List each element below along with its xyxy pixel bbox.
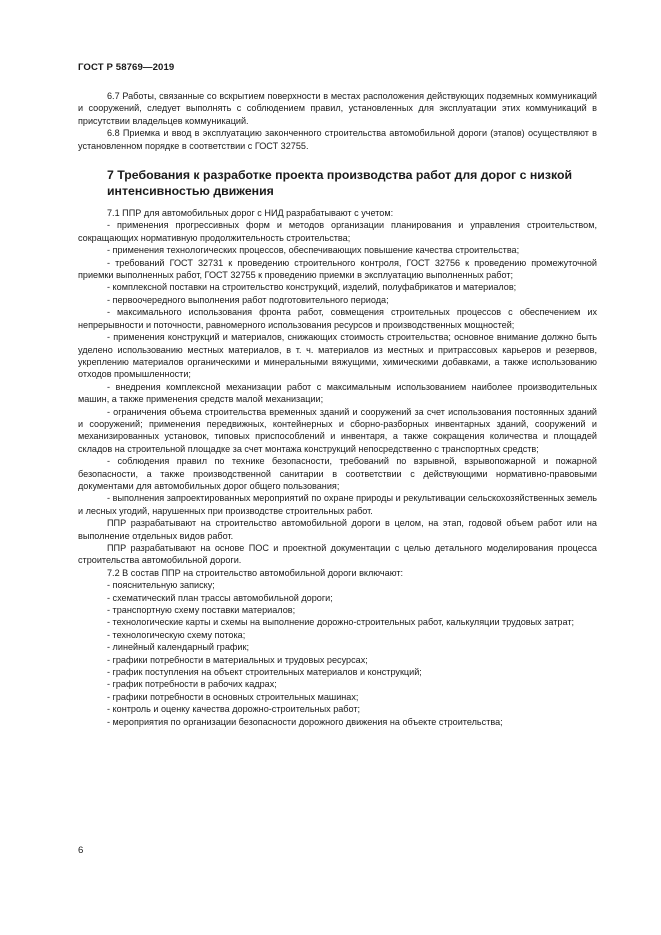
list-item: - графики потребности в основных строительных машинах; — [107, 691, 359, 702]
list-item: - применения конструкций и материалов, снижающих стоимость строительства; основное внимание должно быть уделено использованию местных материалов, в т. ч. материалов из местных и притрассовых карьеров и резервов, укреплению материалов органическими и минеральными вяжущими, химическими добавками, а также использованию отходов промышленности; — [78, 332, 597, 380]
list-item: - требований ГОСТ 32731 к проведению строительного контроля, ГОСТ 32756 к проведению промежуточной приемки выполненных работ, ГОСТ 32755 к проведению приемки в эксплуатацию выполненных работ; — [78, 257, 597, 281]
section-7-title: 7 Требования к разработке проекта производства работ для дорог с низкой интенсивностью движения — [107, 168, 573, 198]
document-header: ГОСТ Р 58769—2019 — [78, 62, 175, 73]
page-number: 6 — [78, 845, 84, 856]
list-item: - контроль и оценку качества дорожно-строительных работ; — [107, 704, 361, 715]
list-item: - графики потребности в материальных и трудовых ресурсах; — [107, 654, 368, 665]
list-item: - технологические карты и схемы на выполнение дорожно-строительных работ, калькуляции трудовых затрат; — [107, 617, 575, 628]
list-item: - линейный календарный график; — [107, 642, 249, 653]
list-item: - схематический план трассы автомобильной дороги; — [107, 592, 333, 603]
list-item: - максимального использования фронта работ, совмещения строительных процессов с обеспечением их непрерывности и поточности, равномерного использования ресурсов и производственных мощностей; — [78, 307, 597, 330]
list-item: - выполнения запроектированных мероприятий по охране природы и рекультивации сельскохозяйственных земель и лесных угодий, нарушенных при производстве строительных работ. — [78, 493, 597, 516]
paragraph-7-1-intro: 7.1 ППР для автомобильных дорог с НИД разрабатывают с учетом: — [107, 208, 394, 219]
paragraph-ppr-basis: ППР разрабатывают на основе ПОС и проектной документации с целью детального моделирования процесса строительства автомобильной дороги. — [78, 543, 597, 566]
paragraph-6-8: 6.8 Приемка и ввод в эксплуатацию законченного строительства автомобильной дороги (этапов) осуществляют в установленном порядке в соответствии с ГОСТ 32755. — [78, 128, 597, 151]
list-item: - первоочередного выполнения работ подготовительного периода; — [107, 294, 389, 305]
list-item: - транспортную схему поставки материалов; — [107, 605, 296, 616]
list-item: - комплексной поставки на строительство конструкций, изделий, полуфабрикатов и материалов; — [107, 282, 517, 293]
list-item: - график поступления на объект строительных материалов и конструкций; — [107, 667, 422, 678]
list-item: - применения прогрессивных форм и методов организации планирования и управления строительством, сокращающих нормативную продолжительность строительства; — [78, 220, 597, 243]
list-item: - внедрения комплексной механизации работ с максимальным использованием наиболее производительных машин, а также применения средств малой механизации; — [78, 381, 597, 405]
list-item: - пояснительную записку; — [107, 580, 215, 591]
list-item: - технологическую схему потока; — [107, 629, 246, 640]
document-body — [78, 90, 597, 728]
paragraph-7-2-intro: 7.2 В состав ППР на строительство автомобильной дороги включают: — [107, 567, 404, 578]
list-item: - мероприятия по организации безопасности дорожного движения на объекте строительства; — [107, 716, 503, 727]
list-item: - график потребности в рабочих кадрах; — [107, 679, 277, 690]
paragraph-ppr-scope: ППР разрабатывают на строительство автомобильной дороги в целом, на этап, годовой объем работ или на выполнение отдельных видов работ. — [78, 518, 597, 541]
list-item: - ограничения объема строительства временных зданий и сооружений за счет использования постоянных зданий и сооружений; применения передвижных, контейнерных и сборно-разборных инвентарных зданий, сооружений и механизированных установок, типовых приспособлений и инвентаря, а также сокращения количества и площадей складов на строительной площадке за счет монтажа конструкций непосредственно с транспортных средств; — [78, 406, 597, 454]
paragraph-6-7: 6.7 Работы, связанные со вскрытием поверхности в местах расположения действующих подземных коммуникаций и сооружений, следует выполнять с соблюдением правил, установленных для эксплуатации этих коммуникаций в присутствии владельцев коммуникаций. — [78, 91, 597, 126]
list-item: - применения технологических процессов, обеспечивающих повышение качества строительства; — [107, 245, 520, 256]
list-item: - соблюдения правил по технике безопасности, требований по взрывной, взрывопожарной и пожарной безопасности, а также производственной санитарии в соответствии с действующими нормативно-правовыми документами для автомобильных дорог общего пользования; — [78, 456, 597, 491]
